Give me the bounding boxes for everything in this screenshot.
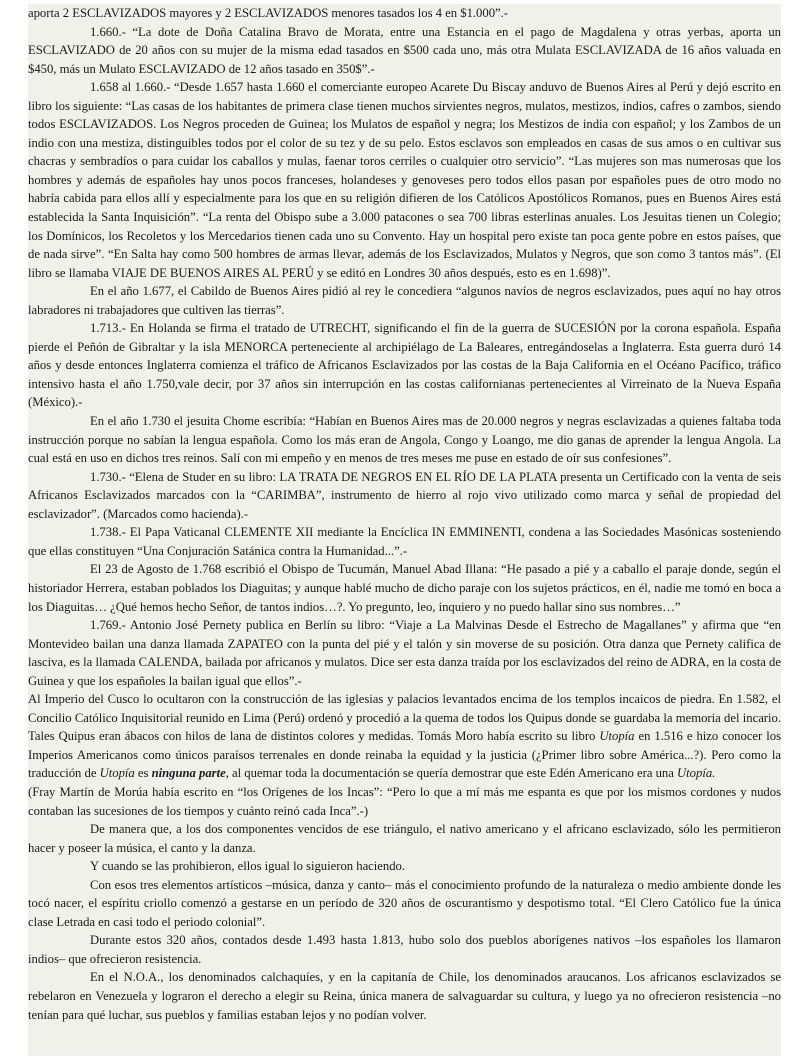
emphasized-text: Utopía (599, 729, 635, 744)
paragraph-text: es (134, 766, 152, 781)
document-paragraph (28, 616, 781, 690)
document-body (28, 4, 781, 1056)
paragraph-text: 1.738.- El Papa Vaticanal CLEMENTE XII mediante la Encíclica IN EMMINENTI, condena a las Sociedades Masónicas sosteniendo que ellas constituyen “Una Conjuración Satánica contra la Humanidad...”.- (28, 525, 781, 558)
document-paragraph (28, 468, 781, 524)
paragraph-text: Y cuando se las prohibieron, ellos igual lo siguieron haciendo. (90, 859, 406, 874)
document-paragraph (28, 783, 781, 820)
emphasized-text: Utopía. (677, 766, 716, 781)
paragraph-text: , al quemar toda la documentación se quería demostrar que este Edén Americano era una (225, 766, 678, 781)
paragraph-text: 1.730.- “Elena de Studer en su libro: LA TRATA DE NEGROS EN EL RÍO DE LA PLATA presenta un Certificado con la venta de seis Africanos Esclavizados marcados con la “CARIMBA”, instrumento de hierro al rojo vivo utilizado como marca y señal de propiedad del esclavizador”. (Marcados como hacienda).- (28, 469, 781, 521)
document-paragraph (28, 23, 781, 79)
emphasized-text: Utopía (99, 766, 135, 781)
document-paragraph (28, 690, 781, 783)
paragraph-text: en 1.516 e hizo conocer los Imperios Americanos como únicos paraísos terrenales en donde reinaba la equidad y la justicia (¿Primer libro sobre América...?). Pero como la traducción de (28, 729, 781, 781)
document-paragraph (28, 282, 781, 319)
document-paragraph (28, 876, 781, 932)
paragraph-text: aporta 2 ESCLAVIZADOS mayores y 2 ESCLAVIZADOS menores tasados los 4 en $1.000”.- (28, 6, 508, 20)
document-paragraph (28, 857, 781, 876)
paragraph-text: 1.769.- Antonio José Pernety publica en Berlín su libro: “Viaje a La Malvinas Desde el Estrecho de Magallanes” y afirma que “en Montevideo bailan una danza llamada ZAPATEO con la punta del pié y el talón y sin moverse de su posición. Otra danza que Pernety califica de lasciva, es la llamada CALENDA, bailada por africanos y mulatos. Dice ser esta danza traída por los esclavizados del reino de ADRA, en la costa de Guinea y que los españoles la bailan igual que ellos”.- (28, 618, 781, 688)
paragraph-text: 1.713.- En Holanda se firma el tratado de UTRECHT, significando el fin de la guerra de SUCESIÓN por la corona española. España pierde el Peñón de Gibraltar y la isla MENORCA perteneciente al archipiélago de La Baleares, entregándoselas a Inglaterra. Esta guerra duró 14 años y desde entonces Inglaterra comienza el tráfico de Africanos Esclavizados por las costas de la Baja California en el Océano Pacífico, tráfico intensivo hasta el año 1.750,vale decir, por 37 años sin interrupción en las costas californianas pertenecientes al Virreinato de la Nueva España (México).- (28, 321, 781, 410)
document-paragraph (28, 523, 781, 560)
document-paragraph (28, 560, 781, 616)
document-paragraph (28, 820, 781, 857)
paragraph-text: En el año 1.677, el Cabildo de Buenos Aires pidió al rey le concediera “algunos navíos de negros esclavizados, pues aquí no hay otros labradores ni trabajadores que cultiven las tierras”. (28, 284, 781, 317)
document-paragraph (28, 968, 781, 1024)
paragraph-text: Durante estos 320 años, contados desde 1.493 hasta 1.813, hubo solo dos pueblos aborígenes nativos –los españoles los llamaron indios– que ofrecieron resistencia. (28, 933, 781, 966)
document-paragraph (28, 931, 781, 968)
paragraph-text: Con esos tres elementos artísticos –música, danza y canto– más el conocimiento profundo de la naturaleza o medio ambiente donde les tocó nacer, el espíritu criollo comenzó a gestarse en un período de 320 años de oscurantismo y despotismo total. “El Clero Católico fue la única clase Letrada en casi todo el periodo colonial”. (28, 877, 781, 929)
paragraph-text: El 23 de Agosto de 1.768 escribió el Obispo de Tucumán, Manuel Abad Illana: “He pasado a pié y a caballo el paraje donde, según el historiador Herrera, estaban poblados los Diaguitas; y aunque hablé mucho de dicho paraje con los sujetos prácticos, en él, nadie me tomó en boca a los Diaguitas… ¿Qué hemos hecho Señor, de tantos indios…?. Yo pregunto, leo, inquiero y no puedo hallar sino sus nombres…” (28, 562, 781, 614)
paragraph-text: (Fray Martín de Morúa había escrito en “los Orígenes de los Incas”: “Pero lo que a mí más me espanta es que por los mismos cordones y nudos contaban las sucesiones de los tiempos y cuánto reinó cada Inca”.-) (28, 784, 781, 818)
paragraph-text: En el año 1.730 el jesuita Chome escribía: “Habían en Buenos Aires mas de 20.000 negros y negras esclavizadas a quienes faltaba toda instrucción porque no sabían la lengua española. Como los más eran de Angola, Congo y Loango, me dio ganas de aprender la lengua Angola. La cual está en uso en dichos tres reinos. Salí con mi empeño y en menos de tres meses me puse en estado de oír sus confesiones”. (28, 414, 781, 466)
emphasized-text: ninguna parte (151, 766, 226, 781)
document-paragraph (28, 4, 781, 23)
paragraph-text: 1.658 al 1.660.- “Desde 1.657 hasta 1.660 el comerciante europeo Acarete Du Biscay anduvo de Buenos Aires al Perú y dejó escrito en libro los siguiente: “Las casas de los habitantes de primera clase tienen muchos sirvientes negros, mulatos, mestizos, indios, cafres o zambos, siendo todos ESCLAVIZADOS. Los Negros proceden de Guinea; los Mulatos de español y negra; los Mestizos de india con español; y los Zambos de un indio con una mestiza, distinguibles todos por el color de su tez y de su pelo. Estos esclavos son empleados en casas de sus amos o en cultivar sus chacras y sembradíos o para cuidar los caballos y mulas, faenar toros cerriles o cualquier otro servicio”. “Las mujeres son mas numerosas que los hombres y además de españoles hay unos pocos franceses, holandeses y genoveses pero todos ellos pasan por españoles pues de otro modo no habría cabida para ellos allí y especialmente para los que en su religión difieren de los Católicos Apostólicos Romanos, pues en Buenos Aires está establecida la Santa Inquisición”. “La renta del Obispo sube a 3.000 patacones o sea 700 libras esterlinas anuales. Los Jesuitas tienen un Colegio; los Domínicos, los Recoletos y los Mercedarios tienen cada uno su Convento. Hay un hospital pero existe tan poca gente pobre en estos países, que de nada sirve”. “En Salta hay como 500 hombres de armas llevar, además de los Esclavizados, Mulatos y Negros, que son como 3 tantos más”. (El libro se llamaba VIAJE DE BUENOS AIRES AL PERÚ y se editó en Londres 30 años después, esto es en 1.698)”. (28, 80, 781, 280)
document-paragraph (28, 78, 781, 282)
paragraph-text: 1.660.- “La dote de Doña Catalina Bravo de Morata, entre una Estancia en el pago de Magdalena y otras yerbas, aporta un ESCLAVIZADO de 20 años con su mujer de la misma edad tasados en $500 cada uno, más otra Mulata ESCLAVIZADA de 16 años valuada en $450, más un Mulato ESCLAVIZADO de 12 años tasado en 350$”.- (28, 24, 781, 76)
paragraph-text: Al Imperio del Cusco lo ocultaron con la construcción de las iglesias y palacios levantados encima de los templos incaicos de piedra. En 1.582, el Concilio Católico Inquisitorial reunido en Lima (Perú) ordenó y procedió a la quema de todos los Quipus donde se guardaba la memoria del incario. Tales Quipus eran ábacos con hilos de lana de distintos colores y medidas. Tomás Moro había escrito su libro (28, 692, 781, 744)
document-paragraph (28, 319, 781, 412)
document-paragraph (28, 412, 781, 468)
paragraph-text: De manera que, a los dos componentes vencidos de ese triángulo, el nativo americano y el africano esclavizado, sólo les permitieron hacer y poseer la música, el canto y la danza. (28, 822, 781, 855)
paragraph-text: En el N.O.A., los denominados calchaquíes, y en la capitanía de Chile, los denominados araucanos. Los africanos esclavizados se rebelaron en Venezuela y lograron el derecho a elegir su Reina, única manera de salvaguardar su cultura, y luego ya no ofrecieron resistencia –no tenían para qué luchar, sus pueblos y familias estaban lejos y no podían volver. (28, 970, 781, 1022)
